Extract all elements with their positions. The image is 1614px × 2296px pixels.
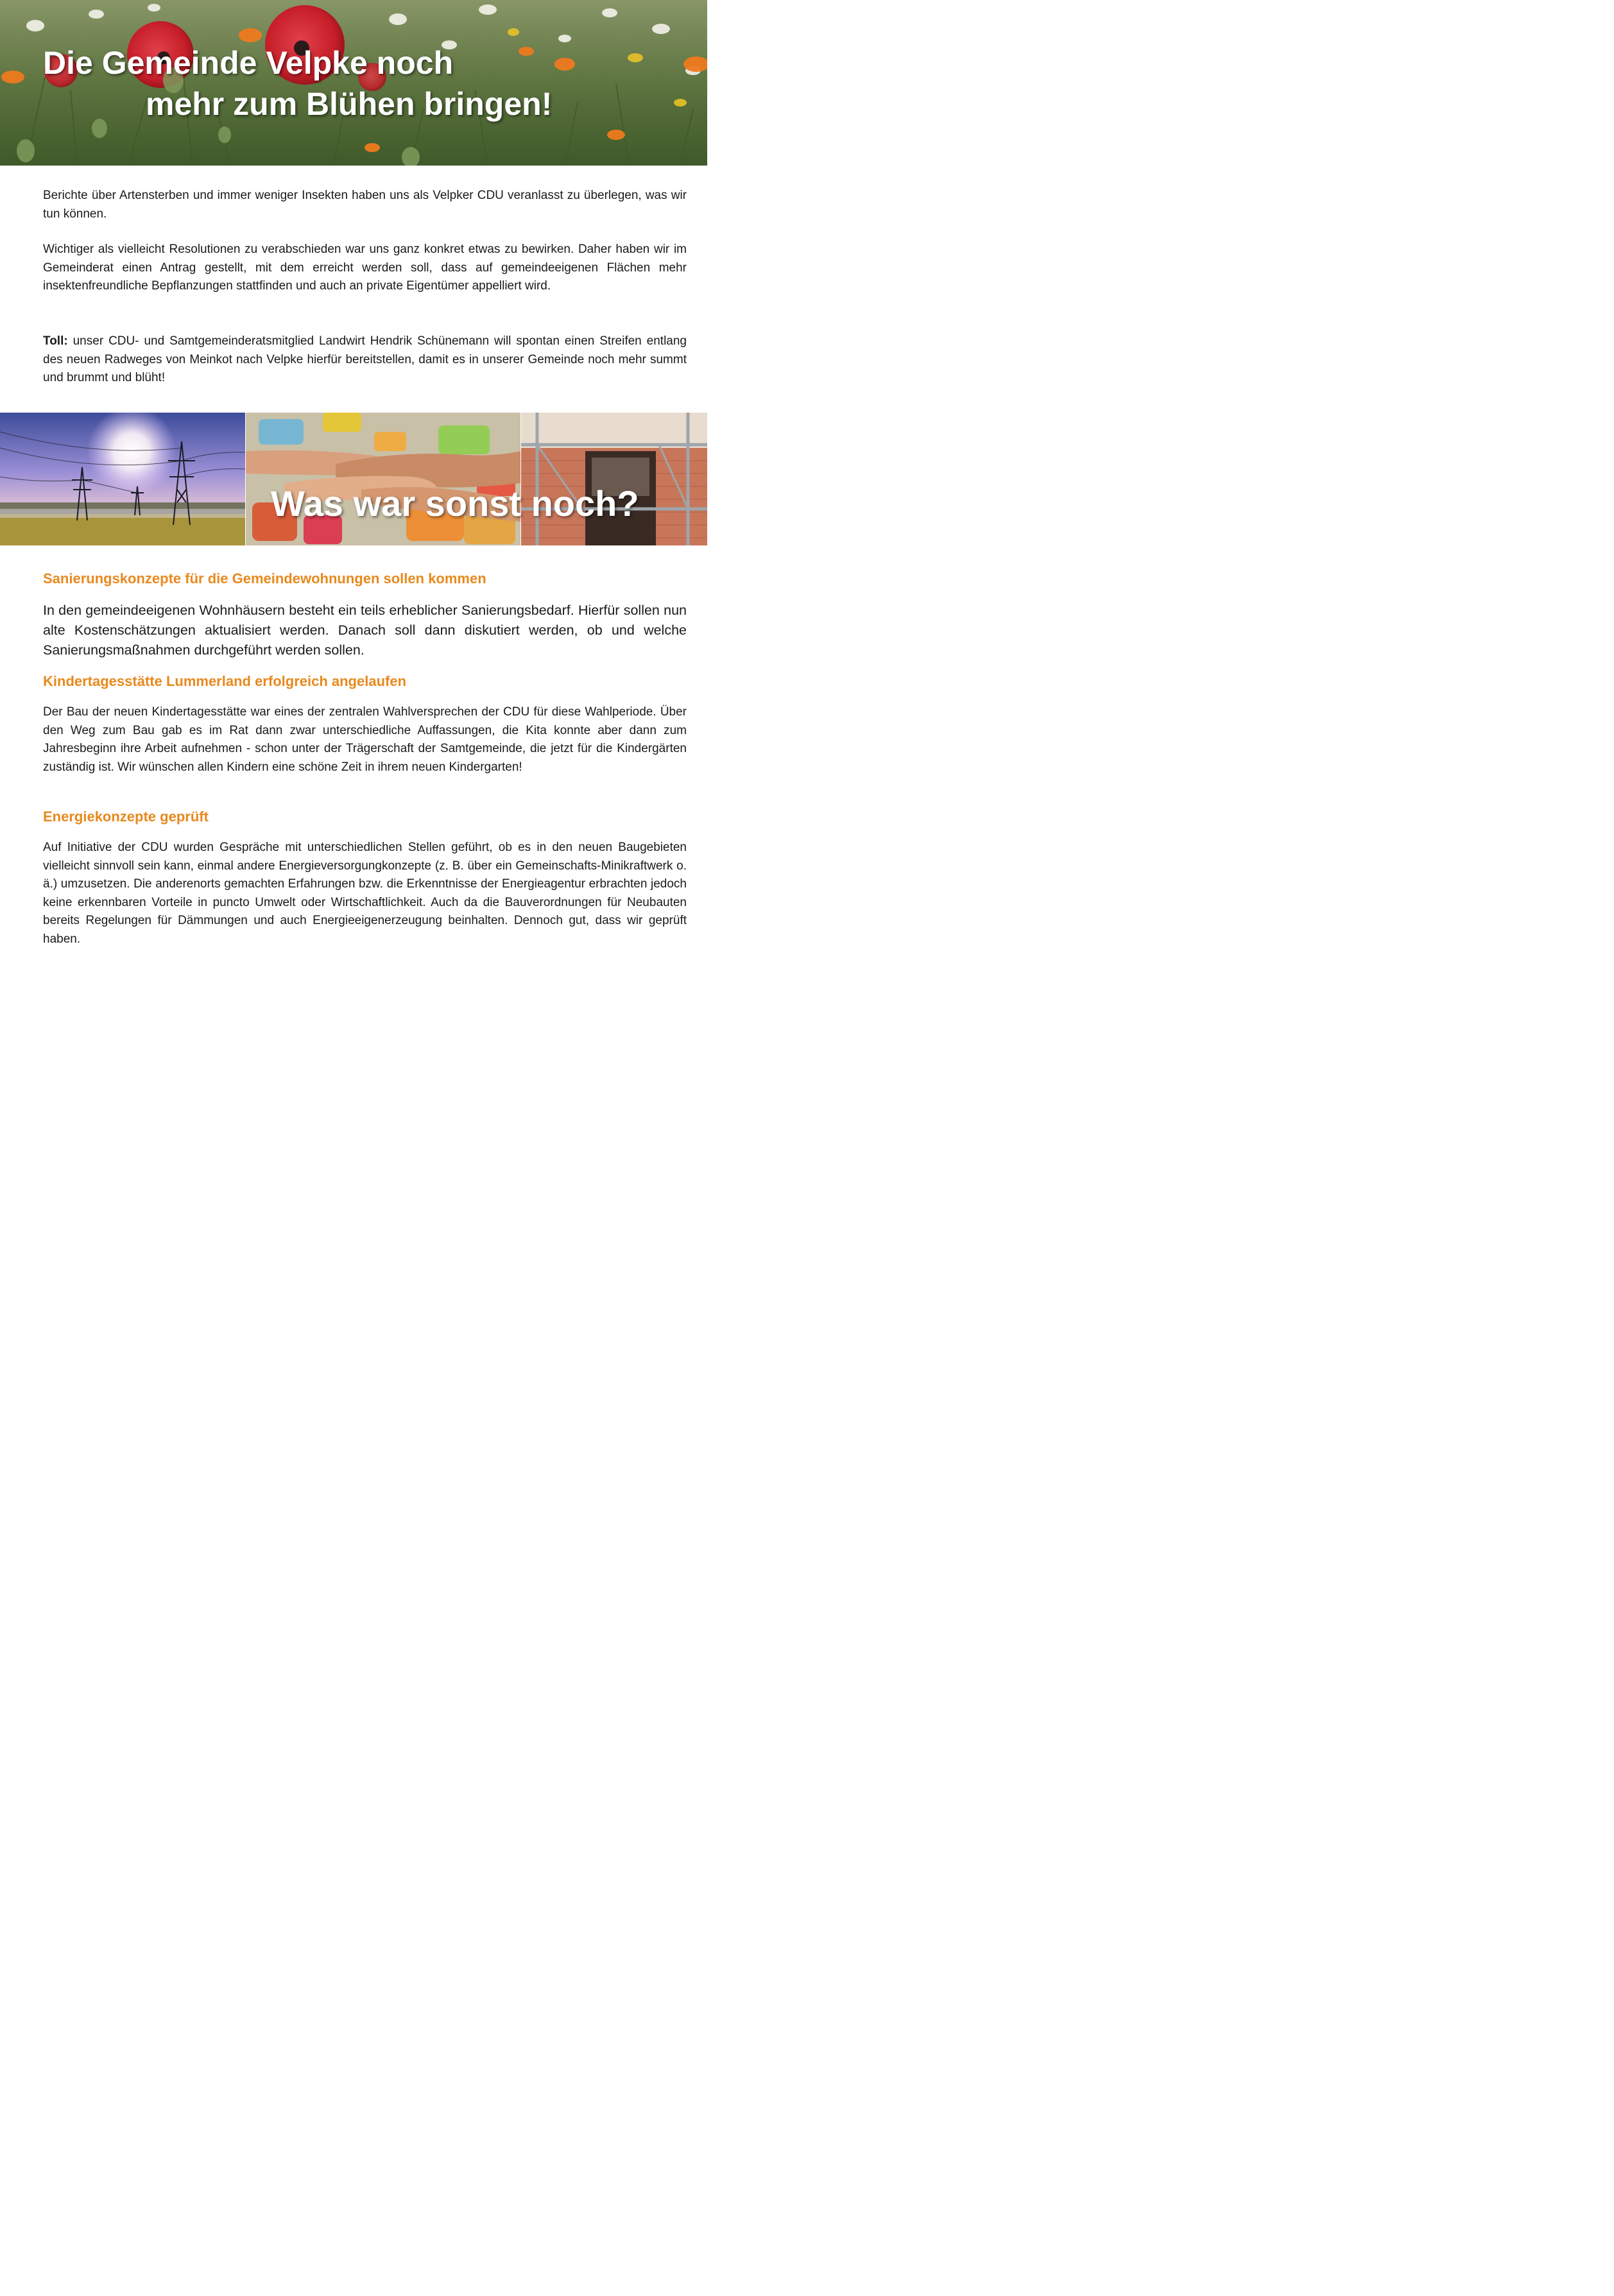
building-scaffolding-image bbox=[521, 413, 707, 545]
news-banner-title: Was war sonst noch? bbox=[271, 483, 639, 524]
power-pylons-image bbox=[0, 413, 245, 545]
intro-paragraph-1: Berichte über Artensterben und immer weniger Insekten haben uns als Velpker CDU veranlasst zu überlegen, was wir tun können. bbox=[43, 189, 687, 221]
intro-paragraph-2: Wichtiger als vielleicht Resolutionen zu verabschieden war uns ganz konkret etwas zu bewirken. Daher haben wir im Gemeinderat einen Antrag gestellt, mit dem erreicht werden soll, dass auf gemeindeeigenen Flächen mehr insektenfreundliche Bepflanzungen stattfinden und auch an private Eigentümer appelliert wird. bbox=[43, 243, 687, 293]
hero-title-line2: mehr zum Blühen bringen! bbox=[146, 86, 553, 122]
intro-paragraph-3-lead: Toll: bbox=[43, 334, 68, 348]
section-heading-energy: Energiekonzepte geprüft bbox=[43, 809, 209, 825]
hero-banner bbox=[0, 0, 707, 166]
section-text-renovation: In den gemeindeeigenen Wohnhäusern besteht ein teils erheblicher Sanierungsbedarf. Hierfür sollen nun alte Kostenschätzungen aktualisiert werden. Danach soll dann diskutiert werden, ob und welche Sanierungsmaßnahmen durchgeführt werden sollen. bbox=[43, 603, 687, 658]
poppy-meadow-image bbox=[0, 0, 707, 166]
hero-title-line1: Die Gemeinde Velpke noch bbox=[43, 45, 454, 81]
section-heading-kindergarten: Kindertagesstätte Lummerland erfolgreich angelaufen bbox=[43, 673, 407, 689]
intro-paragraph-3 bbox=[43, 332, 687, 388]
section-heading-renovation: Sanierungskonzepte für die Gemeindewohnungen sollen kommen bbox=[43, 570, 486, 587]
section-text-kindergarten: Der Bau der neuen Kindertagesstätte war eines der zentralen Wahlversprechen der CDU für diese Wahlperiode. Über den Weg zum Bau gab es im Rat dann zwar unterschiedliche Auffassungen, die Kita konnte aber dann zum Jahresbeginn ihre Arbeit aufnehmen - schon unter der Trägerschaft der Samtgemeinde, die jetzt für die Kindergärten zuständig ist. Wir wünschen allen Kindern eine schöne Zeit in ihrem neuen Kindergarten! bbox=[43, 705, 687, 774]
intro-paragraph-3-text: unser CDU- und Samtgemeinderatsmitglied Landwirt Hendrik Schünemann will spontan einen Streifen entlang des neuen Radweges von Meinkot nach Velpke hierfür bereitstellen, damit es in unserer Gemeinde noch mehr summt und brummt und blüht! bbox=[43, 334, 687, 384]
news-banner bbox=[0, 413, 707, 545]
section-text-energy: Auf Initiative der CDU wurden Gespräche mit unterschiedlichen Stellen geführt, ob es in den neuen Baugebieten vielleicht sinnvoll sein kann, einmal andere Energieversorgungkonzepte (z. B. über ein Gemeinschafts-Minikraftwerk o. ä.) umzusetzen. Die anderenorts gemachten Erfahrungen bzw. die Erkenntnisse der Energieagentur erbrachten jedoch keine erkennbaren Vorteile in puncto Umwelt oder Wirtschaftlichkeit. Auch da die Bauverordnungen für Neubauten bereits Regelungen für Dämmungen und auch Energieeigenerzeugung beinhalten. Dennoch gut, dass wir geprüft haben. bbox=[43, 841, 687, 946]
stacked-hands-image bbox=[246, 413, 520, 545]
